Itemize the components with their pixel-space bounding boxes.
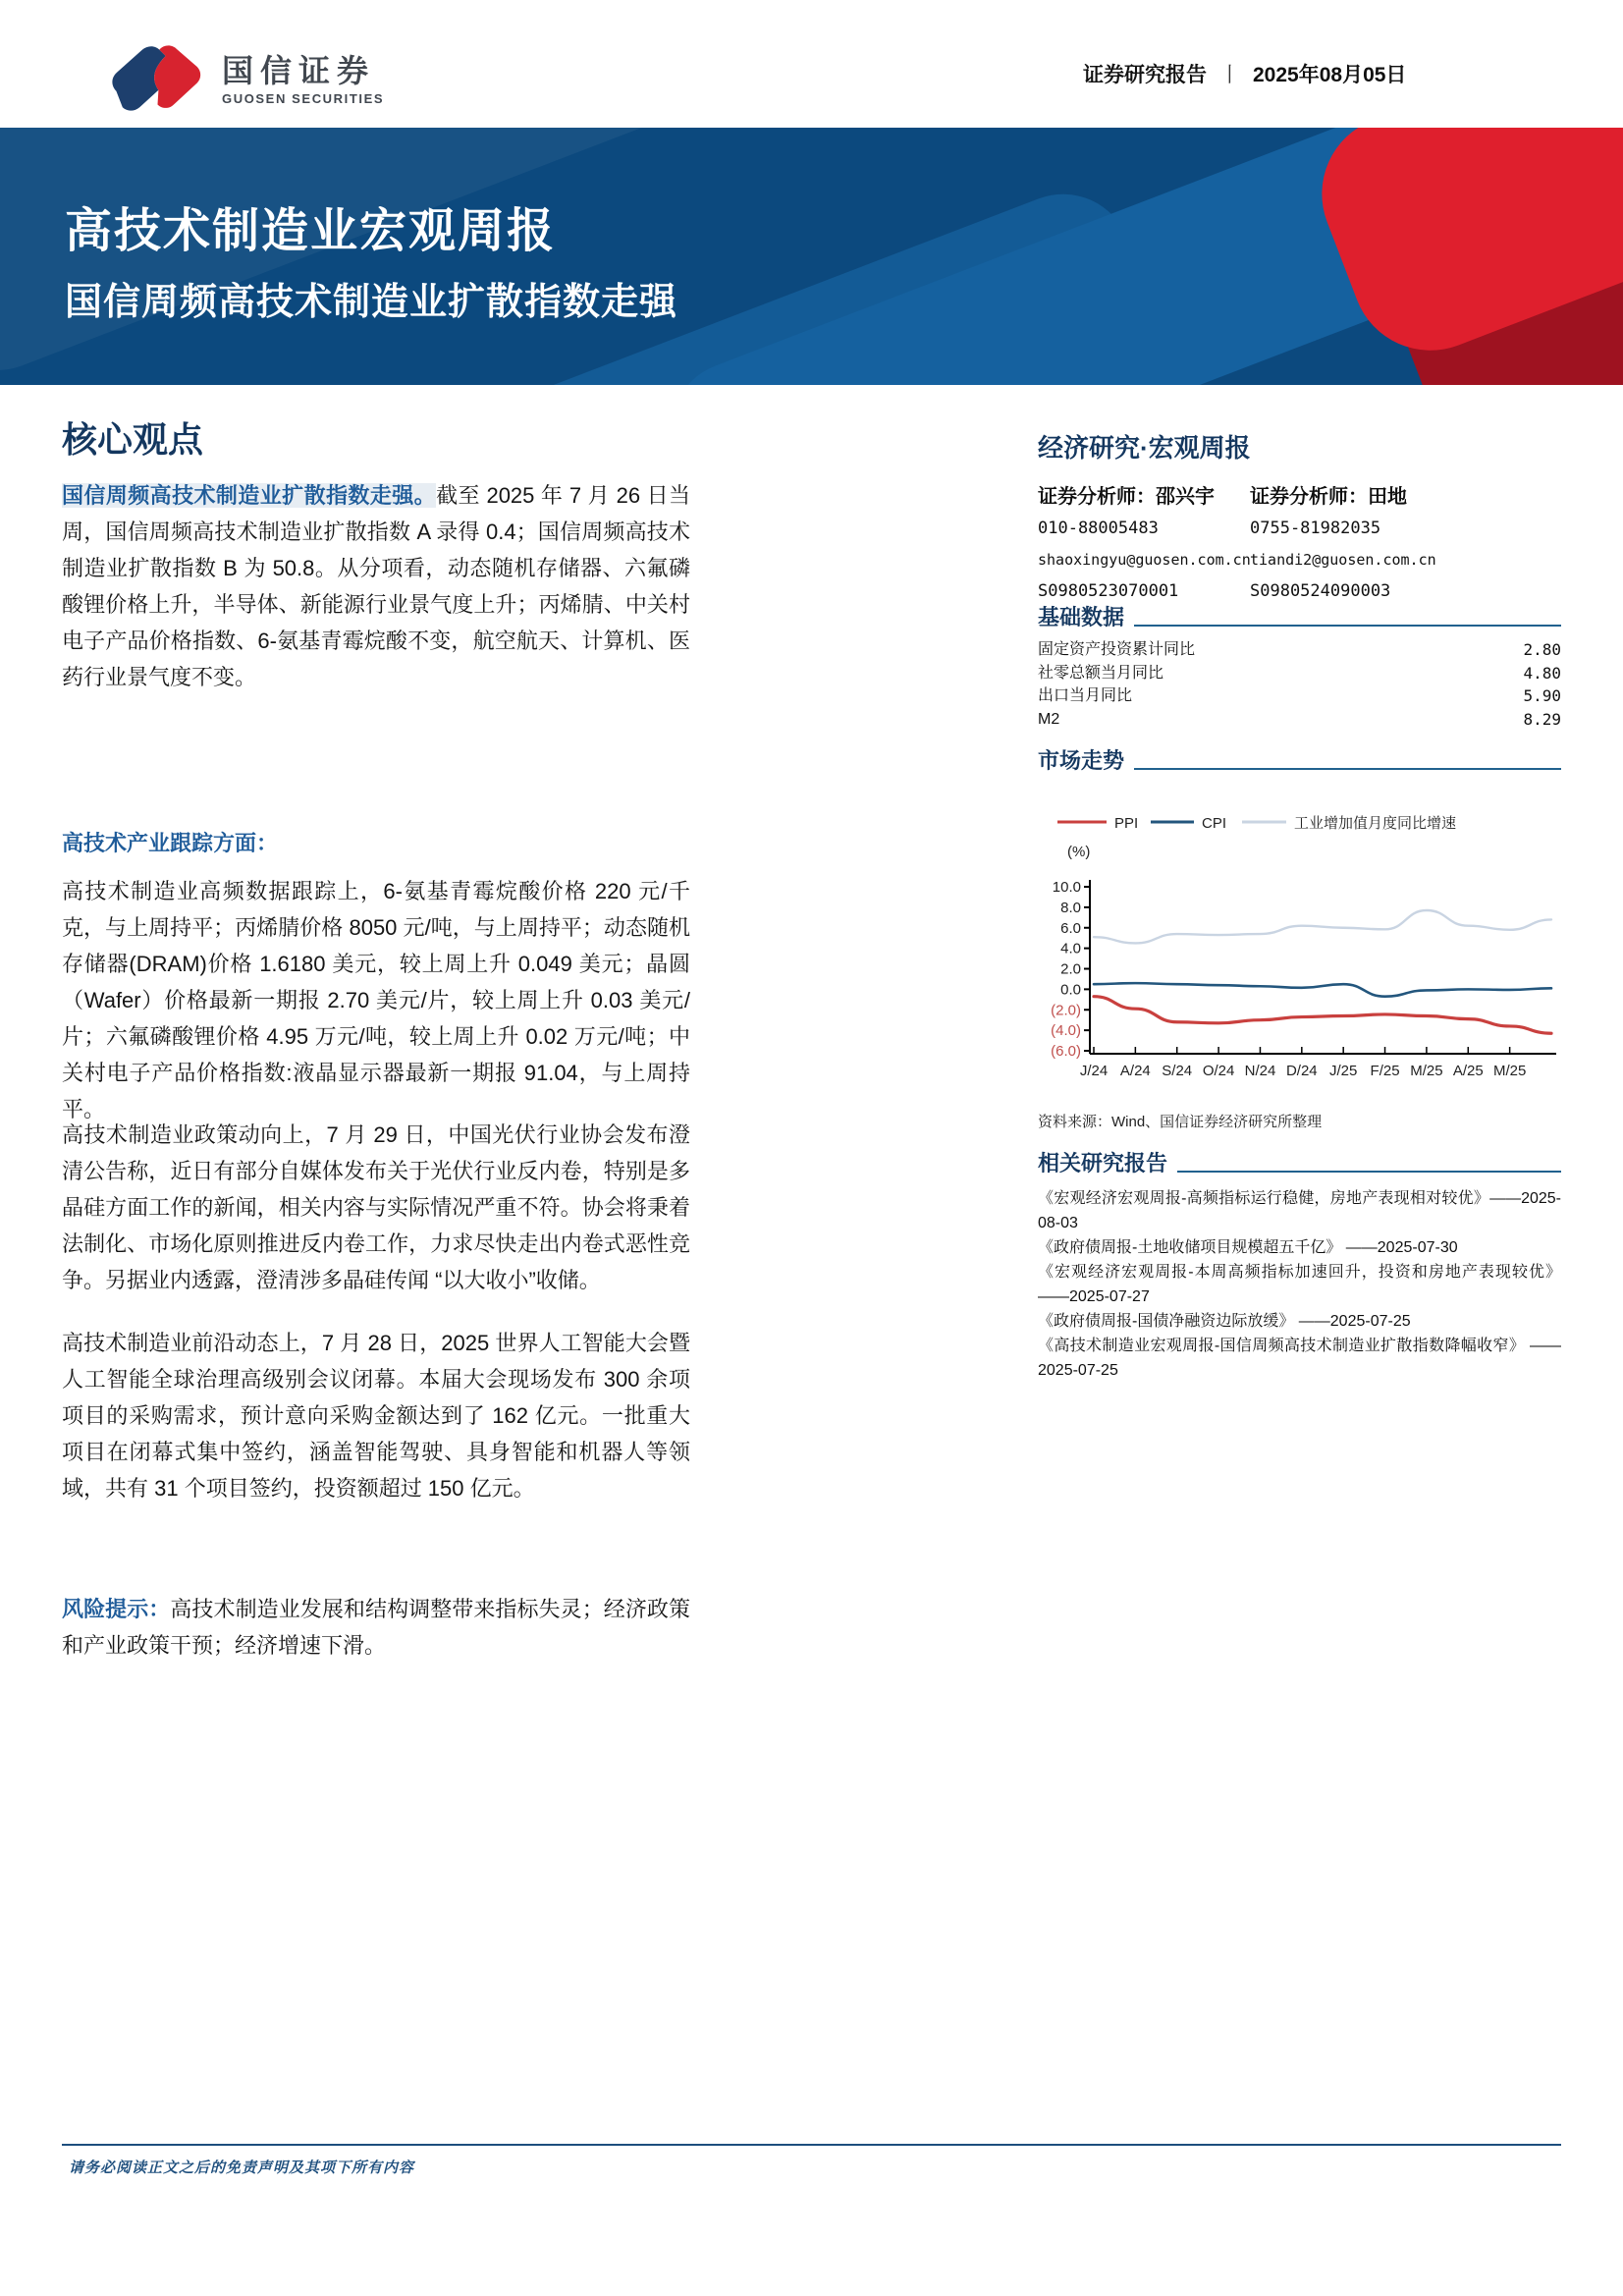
svg-text:(4.0): (4.0) bbox=[1051, 1022, 1081, 1040]
market-trend-rule bbox=[1134, 768, 1561, 770]
report-date: 2025年08月05日 bbox=[1253, 64, 1407, 86]
related-report-item: 《政府债周报-土地收储项目规模超五千亿》 ——2025-07-30 bbox=[1038, 1239, 1458, 1256]
base-data-heading bbox=[1038, 601, 1561, 631]
svg-text:CPI: CPI bbox=[1202, 815, 1227, 832]
base-data-value: 4.80 bbox=[1523, 663, 1561, 683]
title-banner bbox=[0, 128, 1623, 385]
related-report-item: 《宏观经济宏观周报-高频指标运行稳健，房地产表现相对较优》——2025-08-03 bbox=[1038, 1190, 1561, 1231]
footer-disclaimer: 请务必阅读正文之后的免责声明及其项下所有内容 bbox=[69, 2159, 415, 2176]
tracking-paragraph: 高技术制造业高频数据跟踪上，6-氨基青霉烷酸价格 220 元/千克，与上周持平；丙烯腈价格 8050 元/吨，与上周持平；动态随机存储器(DRAM)价格 1.6180 美元，较上周上升 0.049 美元；晶圆（Wafer）价格最新一期报 2.70 美元/片，较上周上升 0.03 美元/片；六氟磷酸锂价格 4.95 万元/吨，较上周上升 0.02 万元/吨；中关村电子产品价格指数:液晶显示器最新一期报 91.04，与上周持平。 bbox=[62, 879, 690, 1121]
risk-label: 风险提示： bbox=[62, 1597, 171, 1621]
svg-text:6.0: 6.0 bbox=[1060, 919, 1081, 937]
base-data-heading-text: 基础数据 bbox=[1038, 605, 1125, 629]
svg-text:J/24: J/24 bbox=[1079, 1063, 1109, 1079]
risk-paragraph bbox=[62, 1591, 690, 1664]
report-subtitle: 国信周频高技术制造业扩散指数走强 bbox=[65, 282, 678, 323]
analyst-card bbox=[1038, 481, 1250, 607]
svg-text:F/25: F/25 bbox=[1370, 1063, 1400, 1079]
legend-entry bbox=[1242, 814, 1456, 832]
analysts-block bbox=[1038, 481, 1561, 607]
legend-entry bbox=[1151, 815, 1226, 832]
base-data-row bbox=[1038, 638, 1561, 662]
market-trend-heading bbox=[1038, 744, 1561, 775]
svg-text:A/24: A/24 bbox=[1119, 1063, 1151, 1079]
related-reports-list bbox=[1038, 1186, 1561, 1383]
svg-text:8.0: 8.0 bbox=[1060, 899, 1081, 916]
lead-bold-sentence: 国信周频高技术制造业扩散指数走强。 bbox=[62, 483, 437, 508]
lead-paragraph bbox=[62, 477, 690, 695]
svg-text:0.0: 0.0 bbox=[1060, 981, 1081, 999]
related-reports-rule bbox=[1177, 1171, 1561, 1173]
header-meta bbox=[1083, 59, 1406, 88]
base-data-row bbox=[1038, 708, 1561, 732]
base-data-label: M2 bbox=[1038, 710, 1060, 728]
svg-text:(2.0): (2.0) bbox=[1051, 1002, 1081, 1019]
core-viewpoints-heading: 核心观点 bbox=[62, 419, 204, 460]
series-line-0 bbox=[1094, 997, 1551, 1034]
header-separator: 丨 bbox=[1219, 64, 1240, 86]
svg-text:J/25: J/25 bbox=[1329, 1063, 1358, 1079]
tracking-section-heading: 高技术产业跟踪方面： bbox=[62, 831, 279, 855]
logo-en: GUOSEN SECURITIES bbox=[222, 91, 385, 106]
base-data-row bbox=[1038, 662, 1561, 685]
guosen-logo-icon bbox=[98, 35, 206, 125]
related-reports-heading-text: 相关研究报告 bbox=[1038, 1151, 1168, 1175]
legend-entry bbox=[1057, 815, 1138, 832]
base-data-label: 出口当月同比 bbox=[1038, 687, 1133, 704]
analyst-sac-code: S0980523070001 bbox=[1038, 581, 1179, 601]
series-line-1 bbox=[1094, 983, 1551, 997]
guosen-logo-text bbox=[222, 54, 384, 106]
report-title: 高技术制造业宏观周报 bbox=[65, 205, 557, 257]
chart-source-note: 资料来源：Wind、国信证券经济研究所整理 bbox=[1038, 1114, 1323, 1130]
analyst-name: 证券分析师：邵兴宇 bbox=[1038, 486, 1215, 508]
analyst-phone: 010-88005483 bbox=[1038, 519, 1159, 538]
related-reports-heading bbox=[1038, 1147, 1561, 1177]
analyst-name: 证券分析师：田地 bbox=[1250, 486, 1407, 508]
svg-text:(6.0): (6.0) bbox=[1051, 1043, 1081, 1060]
svg-text:S/24: S/24 bbox=[1162, 1063, 1193, 1079]
base-data-value: 5.90 bbox=[1523, 686, 1561, 705]
base-data-table bbox=[1038, 638, 1561, 731]
analyst-email: tiandi2@guosen.com.cn bbox=[1250, 551, 1436, 569]
svg-text:N/24: N/24 bbox=[1244, 1063, 1276, 1079]
base-data-label: 固定资产投资累计同比 bbox=[1038, 641, 1196, 658]
policy-paragraph: 高技术制造业政策动向上，7 月 29 日，中国光伏行业协会发布澄清公告称，近日有部分自媒体发布关于光伏行业反内卷，特别是多晶硅方面工作的新闻，相关内容与实际情况严重不符。协会将秉着法制化、市场化原则推进反内卷工作，力求尽快走出内卷式恶性竞争。另据业内透露，澄清涉多晶硅传闻 “以大收小”收储。 bbox=[62, 1122, 690, 1292]
base-data-rule bbox=[1134, 625, 1561, 627]
base-data-value: 2.80 bbox=[1523, 640, 1561, 659]
svg-text:10.0: 10.0 bbox=[1052, 879, 1081, 896]
related-report-item: 《政府债周报-国债净融资边际放缓》 ——2025-07-25 bbox=[1038, 1313, 1411, 1330]
footer-rule bbox=[62, 2144, 1561, 2146]
report-type-label: 证券研究报告 bbox=[1083, 64, 1207, 86]
analyst-email: shaoxingyu@guosen.com.cn bbox=[1038, 551, 1251, 569]
series-line-2 bbox=[1094, 910, 1551, 943]
svg-text:M/25: M/25 bbox=[1410, 1063, 1443, 1079]
base-data-label: 社零总额当月同比 bbox=[1038, 664, 1164, 682]
guosen-logo bbox=[98, 35, 384, 125]
svg-text:PPI: PPI bbox=[1114, 815, 1139, 832]
svg-text:A/25: A/25 bbox=[1452, 1063, 1484, 1079]
svg-text:工业增加值月度同比增速: 工业增加值月度同比增速 bbox=[1294, 815, 1457, 832]
related-report-item: 《宏观经济宏观周报-本周高频指标加速回升，投资和房地产表现较优》 ——2025-07-27 bbox=[1038, 1264, 1561, 1305]
analyst-sac-code: S0980524090003 bbox=[1250, 581, 1391, 601]
svg-text:M/25: M/25 bbox=[1492, 1063, 1527, 1079]
base-data-value: 8.29 bbox=[1523, 709, 1561, 729]
risk-text: 高技术制造业发展和结构调整带来指标失灵；经济政策和产业政策干预；经济增速下滑。 bbox=[62, 1597, 690, 1658]
series-heading: 经济研究·宏观周报 bbox=[1038, 433, 1251, 463]
svg-text:(%): (%) bbox=[1067, 844, 1091, 860]
frontier-paragraph: 高技术制造业前沿动态上，7 月 28 日，2025 世界人工智能大会暨人工智能全球治理高级别会议闭幕。本届大会现场发布 300 余项项目的采购需求，预计意向采购金额达到了 162 亿元。一批重大项目在闭幕式集中签约，涵盖智能驾驶、具身智能和机器人等领域，共有 31 个项目签约，投资额超过 150 亿元。 bbox=[62, 1331, 690, 1501]
analyst-phone: 0755-81982035 bbox=[1250, 519, 1381, 538]
base-data-row bbox=[1038, 684, 1561, 708]
lead-rest: 截至 2025 年 7 月 26 日当周，国信周频高技术制造业扩散指数 A 录得 0.4；国信周频高技术制造业扩散指数 B 为 50.8。从分项看，动态随机存储器、六氟磷酸锂价格上升，半导体、新能源行业景气度上升；丙烯腈、中关村电子产品价格指数、6-氨基青霉烷酸不变，航空航天、计算机、医药行业景气度不变。 bbox=[62, 483, 690, 689]
svg-text:O/24: O/24 bbox=[1202, 1063, 1235, 1079]
analyst-card bbox=[1250, 481, 1561, 607]
market-trend-chart bbox=[1038, 795, 1561, 1102]
svg-text:2.0: 2.0 bbox=[1060, 960, 1081, 978]
market-trend-heading-text: 市场走势 bbox=[1038, 748, 1125, 773]
svg-text:4.0: 4.0 bbox=[1060, 940, 1081, 957]
svg-text:D/24: D/24 bbox=[1285, 1063, 1318, 1079]
logo-cn: 国信证券 bbox=[222, 53, 376, 88]
related-report-item: 《高技术制造业宏观周报-国信周频高技术制造业扩散指数降幅收窄》 ——2025-07-25 bbox=[1038, 1338, 1561, 1379]
